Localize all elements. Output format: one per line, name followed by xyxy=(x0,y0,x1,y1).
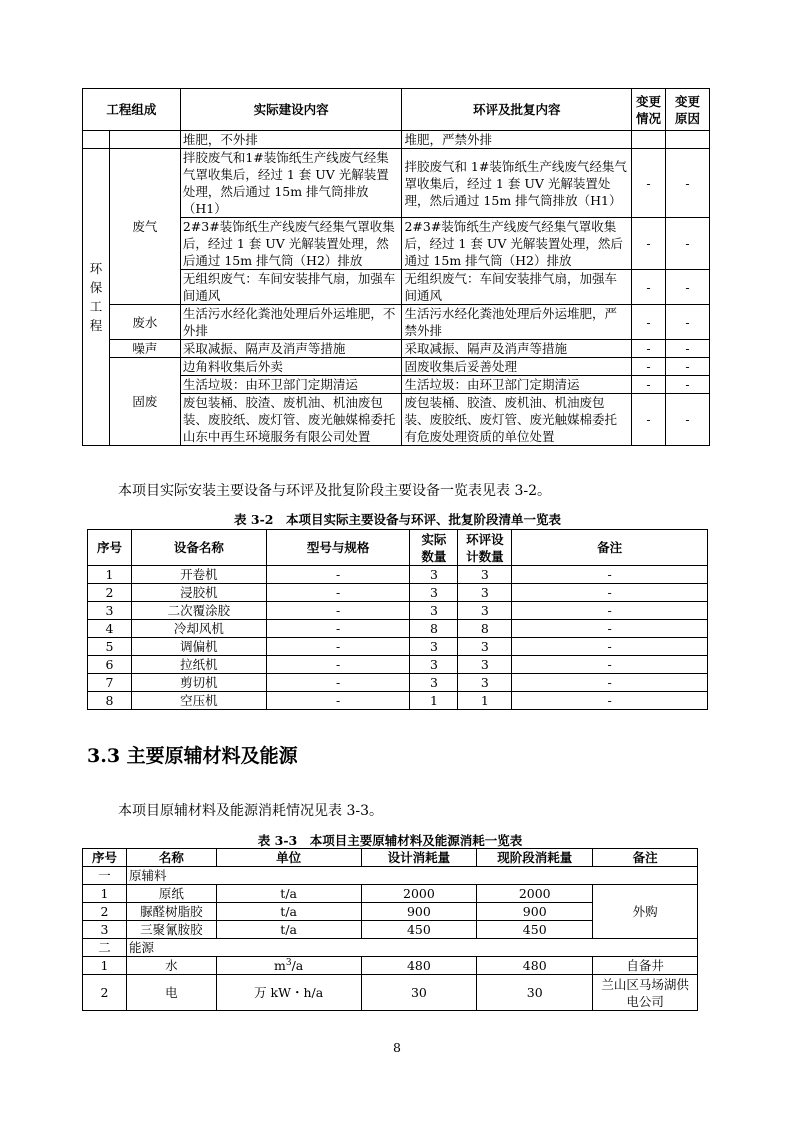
equipment-name: 开卷机 xyxy=(131,566,266,584)
current-consumption: 900 xyxy=(477,903,593,921)
eia-cell: 生活垃圾：由环卫部门定期清运 xyxy=(402,376,632,394)
header-equipment-name: 设备名称 xyxy=(131,530,266,566)
change-status-cell: - xyxy=(632,376,666,394)
equipment-name: 二次覆涂胶 xyxy=(131,602,266,620)
design-consumption: 450 xyxy=(361,921,477,939)
table-header-row xyxy=(88,530,708,566)
table-row xyxy=(88,656,708,674)
eia-cell: 拌胶废气和 1#装饰纸生产线废气经集气罩收集后，经过 1 套 UV 光解装置处理，然后通过 15m 排气筒排放（H1） xyxy=(402,149,632,218)
eia-cell: 无组织废气：车间安装排气扇，加强车间通风 xyxy=(402,270,632,305)
note: - xyxy=(512,602,708,620)
group-no: 一 xyxy=(83,867,127,885)
header-design-qty: 环评设 计数量 xyxy=(458,530,512,566)
actual-cell: 采取减振、隔声及消声等措施 xyxy=(180,340,402,358)
table-row xyxy=(88,638,708,656)
materials-energy-table xyxy=(82,848,698,1011)
noise-label: 噪声 xyxy=(109,340,180,358)
exhaust-label: 废气 xyxy=(109,149,180,305)
note: - xyxy=(512,620,708,638)
group-no: 二 xyxy=(83,939,127,957)
row-no: 4 xyxy=(88,620,132,638)
model-spec: - xyxy=(266,638,410,656)
note: - xyxy=(512,674,708,692)
table-header-row xyxy=(83,849,698,867)
table-row xyxy=(83,957,698,975)
equipment-name: 拉纸机 xyxy=(131,656,266,674)
group-name: 原辅料 xyxy=(126,867,697,885)
header-note: 备注 xyxy=(512,530,708,566)
change-status-cell: - xyxy=(632,270,666,305)
material-name: 三聚氰胺胶 xyxy=(126,921,216,939)
actual-cell: 堆肥，不外排 xyxy=(180,131,402,149)
solid-waste-label: 固废 xyxy=(109,358,180,446)
model-spec: - xyxy=(266,566,410,584)
row-no: 5 xyxy=(88,638,132,656)
energy-name: 水 xyxy=(126,957,216,975)
category-env-engineering: 环保工程 xyxy=(83,149,110,446)
change-reason-cell: - xyxy=(666,270,710,305)
change-reason-cell: - xyxy=(666,149,710,218)
design-qty: 3 xyxy=(458,674,512,692)
table-header-row xyxy=(83,89,710,131)
table-row xyxy=(83,358,710,376)
row-no: 1 xyxy=(83,957,127,975)
equipment-name: 调偏机 xyxy=(131,638,266,656)
page-number: 8 xyxy=(393,1040,401,1055)
change-status-cell: - xyxy=(632,149,666,218)
actual-qty: 1 xyxy=(410,692,458,710)
equipment-intro-paragraph: 本项目实际安装主要设备与环评及批复阶段主要设备一览表见表 3-2。 xyxy=(118,483,551,499)
model-spec: - xyxy=(266,656,410,674)
row-no: 2 xyxy=(88,584,132,602)
note: - xyxy=(512,584,708,602)
materials-note: 外购 xyxy=(593,885,698,939)
equipment-name: 浸胶机 xyxy=(131,584,266,602)
change-status-cell: - xyxy=(632,394,666,446)
model-spec: - xyxy=(266,602,410,620)
table-row xyxy=(88,602,708,620)
design-qty: 8 xyxy=(458,620,512,638)
design-qty: 3 xyxy=(458,566,512,584)
actual-qty: 3 xyxy=(410,566,458,584)
section-heading: 3.3 主要原辅材料及能源 xyxy=(87,745,298,767)
materials-intro-paragraph: 本项目原辅材料及能源消耗情况见表 3-3。 xyxy=(118,803,383,819)
design-consumption: 480 xyxy=(361,957,477,975)
energy-unit: $m^3/a$ xyxy=(216,957,361,975)
header-model: 型号与规格 xyxy=(266,530,410,566)
design-qty: 3 xyxy=(458,638,512,656)
design-qty: 3 xyxy=(458,656,512,674)
change-reason-cell: - xyxy=(666,376,710,394)
eia-cell: 废包装桶、胶渣、废机油、机油废包装、废胶纸、废灯管、废光触媒棉委托有危废处理资质的单位处置 xyxy=(402,394,632,446)
note: - xyxy=(512,692,708,710)
actual-qty: 8 xyxy=(410,620,458,638)
energy-unit: 万 kW・h/a xyxy=(216,975,361,1011)
change-reason-cell: - xyxy=(666,218,710,270)
table-row xyxy=(83,885,698,903)
header-unit: 单位 xyxy=(216,849,361,867)
material-name: 脲醛树脂胶 xyxy=(126,903,216,921)
header-change-reason: 变更 原因 xyxy=(666,89,710,131)
table-row xyxy=(88,692,708,710)
actual-cell: 2#3#装饰纸生产线废气经集气罩收集后，经过 1 套 UV 光解装置处理，然后通过 15m 排气筒（H2）排放 xyxy=(180,218,402,270)
design-qty: 1 xyxy=(458,692,512,710)
model-spec: - xyxy=(266,674,410,692)
header-no: 序号 xyxy=(88,530,132,566)
change-status-cell: - xyxy=(632,305,666,340)
wastewater-label: 废水 xyxy=(109,305,180,340)
actual-qty: 3 xyxy=(410,656,458,674)
table-row xyxy=(83,975,698,1011)
header-actual-qty: 实际 数量 xyxy=(410,530,458,566)
change-reason-cell: - xyxy=(666,305,710,340)
equipment-name: 冷却风机 xyxy=(131,620,266,638)
eia-cell: 采取减振、隔声及消声等措施 xyxy=(402,340,632,358)
model-spec: - xyxy=(266,584,410,602)
material-unit: t/a xyxy=(216,885,361,903)
table-row xyxy=(88,584,708,602)
table-3-2-caption: 表 3-2 本项目实际主要设备与环评、批复阶段清单一览表 xyxy=(234,512,561,527)
note: - xyxy=(512,656,708,674)
table-row xyxy=(83,131,710,149)
row-no: 7 xyxy=(88,674,132,692)
group-name: 能源 xyxy=(126,939,697,957)
table-row xyxy=(83,305,710,340)
change-reason-cell: - xyxy=(666,340,710,358)
table-row xyxy=(88,620,708,638)
eia-cell: 堆肥，严禁外排 xyxy=(402,131,632,149)
row-no: 2 xyxy=(83,975,127,1011)
material-name: 原纸 xyxy=(126,885,216,903)
design-consumption: 30 xyxy=(361,975,477,1011)
equipment-table xyxy=(87,529,708,710)
row-no: 3 xyxy=(83,921,127,939)
table-3-3-caption: 表 3-3 本项目主要原辅材料及能源消耗一览表 xyxy=(257,833,523,848)
actual-cell: 生活垃圾：由环卫部门定期清运 xyxy=(180,376,402,394)
group-row xyxy=(83,939,698,957)
row-no: 1 xyxy=(88,566,132,584)
eia-cell: 固废收集后妥善处理 xyxy=(402,358,632,376)
current-consumption: 480 xyxy=(477,957,593,975)
actual-qty: 3 xyxy=(410,584,458,602)
group-row xyxy=(83,867,698,885)
environmental-engineering-table xyxy=(82,88,710,446)
header-design-consumption: 设计消耗量 xyxy=(361,849,477,867)
model-spec: - xyxy=(266,692,410,710)
table-row xyxy=(83,340,710,358)
actual-cell: 拌胶废气和1#装饰纸生产线废气经集气罩收集后，经过 1 套 UV 光解装置处理，然后通过 15m 排气筒排放（H1） xyxy=(180,149,402,218)
equipment-name: 剪切机 xyxy=(131,674,266,692)
material-unit: t/a xyxy=(216,903,361,921)
row-no: 1 xyxy=(83,885,127,903)
actual-qty: 3 xyxy=(410,638,458,656)
energy-name: 电 xyxy=(126,975,216,1011)
actual-cell: 无组织废气：车间安装排气扇，加强车间通风 xyxy=(180,270,402,305)
table-row xyxy=(88,674,708,692)
design-consumption: 900 xyxy=(361,903,477,921)
actual-cell: 边角料收集后外卖 xyxy=(180,358,402,376)
row-no: 3 xyxy=(88,602,132,620)
energy-note: 自备井 xyxy=(593,957,698,975)
header-current-consumption: 现阶段消耗量 xyxy=(477,849,593,867)
row-no: 8 xyxy=(88,692,132,710)
header-note: 备注 xyxy=(593,849,698,867)
actual-cell: 废包装桶、胶渣、废机油、机油废包装、废胶纸、废灯管、废光触媒棉委托山东中再生环境服务有限公司处置 xyxy=(180,394,402,446)
header-actual-content: 实际建设内容 xyxy=(180,89,402,131)
material-unit: t/a xyxy=(216,921,361,939)
row-no: 6 xyxy=(88,656,132,674)
header-no: 序号 xyxy=(83,849,127,867)
eia-cell: 2#3#装饰纸生产线废气经集气罩收集后，经过 1 套 UV 光解装置处理，然后通过 15m 排气筒（H2）排放 xyxy=(402,218,632,270)
design-qty: 3 xyxy=(458,584,512,602)
change-status-cell: - xyxy=(632,340,666,358)
change-status-cell: - xyxy=(632,218,666,270)
eia-cell: 生活污水经化粪池处理后外运堆肥，严禁外排 xyxy=(402,305,632,340)
header-composition: 工程组成 xyxy=(83,89,181,131)
actual-cell: 生活污水经化粪池处理后外运堆肥，不外排 xyxy=(180,305,402,340)
model-spec: - xyxy=(266,620,410,638)
header-eia-content: 环评及批复内容 xyxy=(402,89,632,131)
change-status-cell: - xyxy=(632,358,666,376)
equipment-name: 空压机 xyxy=(131,692,266,710)
header-change-status: 变更 情况 xyxy=(632,89,666,131)
header-name: 名称 xyxy=(126,849,216,867)
actual-qty: 3 xyxy=(410,674,458,692)
current-consumption: 450 xyxy=(477,921,593,939)
table-row xyxy=(88,566,708,584)
change-reason-cell: - xyxy=(666,358,710,376)
energy-note: 兰山区马场湖供电公司 xyxy=(593,975,698,1011)
actual-qty: 3 xyxy=(410,602,458,620)
note: - xyxy=(512,638,708,656)
row-no: 2 xyxy=(83,903,127,921)
table-row xyxy=(83,149,710,218)
design-qty: 3 xyxy=(458,602,512,620)
design-consumption: 2000 xyxy=(361,885,477,903)
change-reason-cell: - xyxy=(666,394,710,446)
current-consumption: 2000 xyxy=(477,885,593,903)
current-consumption: 30 xyxy=(477,975,593,1011)
note: - xyxy=(512,566,708,584)
